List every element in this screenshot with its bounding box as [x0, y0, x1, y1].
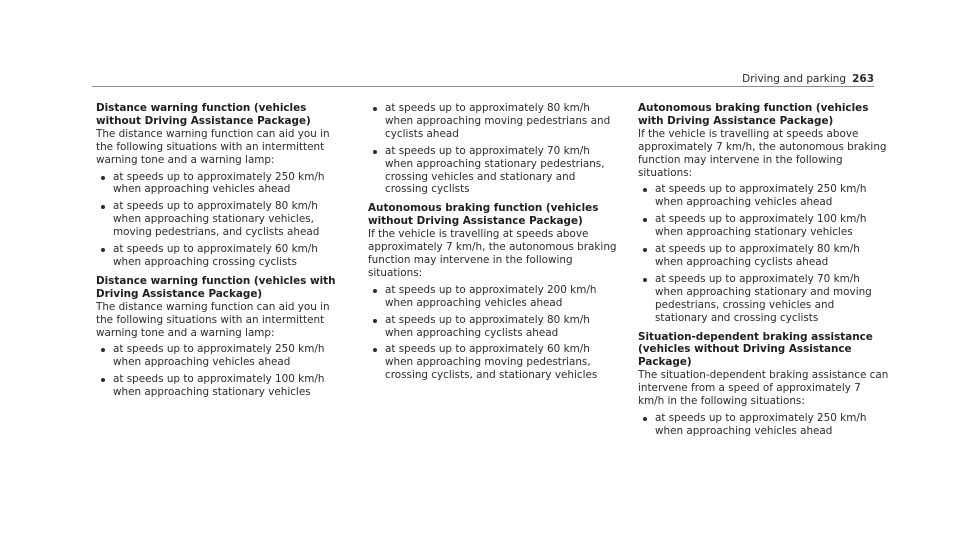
section-distance-warning-without-dap [96, 102, 348, 269]
section-heading: Distance warning function (vehicles with Driving Assistance Package) [96, 274, 336, 300]
section-distance-warning-with-dap [96, 275, 348, 399]
list-item: at speeds up to approximately 250 km/h when approaching vehicles ahead [638, 412, 890, 438]
continued-list [368, 102, 620, 196]
bullet-list [638, 183, 890, 324]
column-2 [368, 102, 620, 388]
section-intro: If the vehicle is travelling at speeds above approximately 7 km/h, the autonomous braking function may intervene in the following situations: [368, 228, 617, 279]
list-item: at speeds up to approximately 80 km/h when approaching moving pedestrians and cyclists ahead [368, 102, 620, 141]
section-heading: Situation-dependent braking assistance (vehicles without Driving Assistance Package) [638, 330, 873, 369]
column-1 [96, 102, 348, 405]
bullet-list [96, 343, 348, 399]
section-situation-dependent-braking [638, 331, 890, 438]
list-item: at speeds up to approximately 250 km/h when approaching vehicles ahead [96, 343, 348, 369]
bullet-list [638, 412, 890, 438]
list-item: at speeds up to approximately 250 km/h when approaching vehicles ahead [96, 171, 348, 197]
section-intro: The situation-dependent braking assistance can intervene from a speed of approximately 7 km/h in the following situations: [638, 369, 889, 408]
section-heading: Autonomous braking function (vehicles with Driving Assistance Package) [638, 102, 869, 127]
bullet-list [96, 171, 348, 269]
section-heading: Distance warning function (vehicles without Driving Assistance Package) [96, 102, 311, 127]
list-item: at speeds up to approximately 70 km/h when approaching stationary pedestrians, crossing vehicles and stationary and crossing cyclists [368, 145, 620, 197]
section-autonomous-braking-without-dap [368, 202, 620, 382]
list-item: at speeds up to approximately 80 km/h when approaching stationary vehicles, moving pedestrians, and cyclists ahead [96, 200, 348, 239]
column-3 [638, 102, 890, 444]
section-intro: The distance warning function can aid you in the following situations with an intermittent warning tone and a warning lamp: [96, 127, 330, 166]
section-heading: Autonomous braking function (vehicles without Driving Assistance Package) [368, 202, 599, 228]
list-item: at speeds up to approximately 60 km/h when approaching crossing cyclists [96, 243, 348, 269]
running-header-title: Driving and parking [742, 73, 847, 85]
section-intro: The distance warning function can aid you in the following situations with an intermittent warning tone and a warning lamp: [96, 300, 330, 339]
header-rule [92, 86, 874, 87]
section-autonomous-braking-with-dap [638, 102, 890, 325]
list-item: at speeds up to approximately 80 km/h when approaching cyclists ahead [638, 243, 890, 269]
list-item: at speeds up to approximately 100 km/h when approaching stationary vehicles [96, 373, 348, 399]
bullet-list [368, 102, 620, 196]
running-header [742, 73, 874, 85]
list-item: at speeds up to approximately 60 km/h when approaching moving pedestrians, crossing cyclists, and stationary vehicles [368, 343, 620, 382]
section-intro: If the vehicle is travelling at speeds above approximately 7 km/h, the autonomous braking function may intervene in the following situations: [638, 127, 887, 179]
page-number: 263 [852, 73, 874, 85]
list-item: at speeds up to approximately 70 km/h when approaching stationary and moving pedestrians, crossing vehicles and stationary and crossing cyclists [638, 273, 890, 325]
bullet-list [368, 284, 620, 382]
list-item: at speeds up to approximately 250 km/h when approaching vehicles ahead [638, 183, 890, 209]
list-item: at speeds up to approximately 80 km/h when approaching cyclists ahead [368, 314, 620, 340]
list-item: at speeds up to approximately 100 km/h when approaching stationary vehicles [638, 213, 890, 239]
list-item: at speeds up to approximately 200 km/h when approaching vehicles ahead [368, 284, 620, 310]
